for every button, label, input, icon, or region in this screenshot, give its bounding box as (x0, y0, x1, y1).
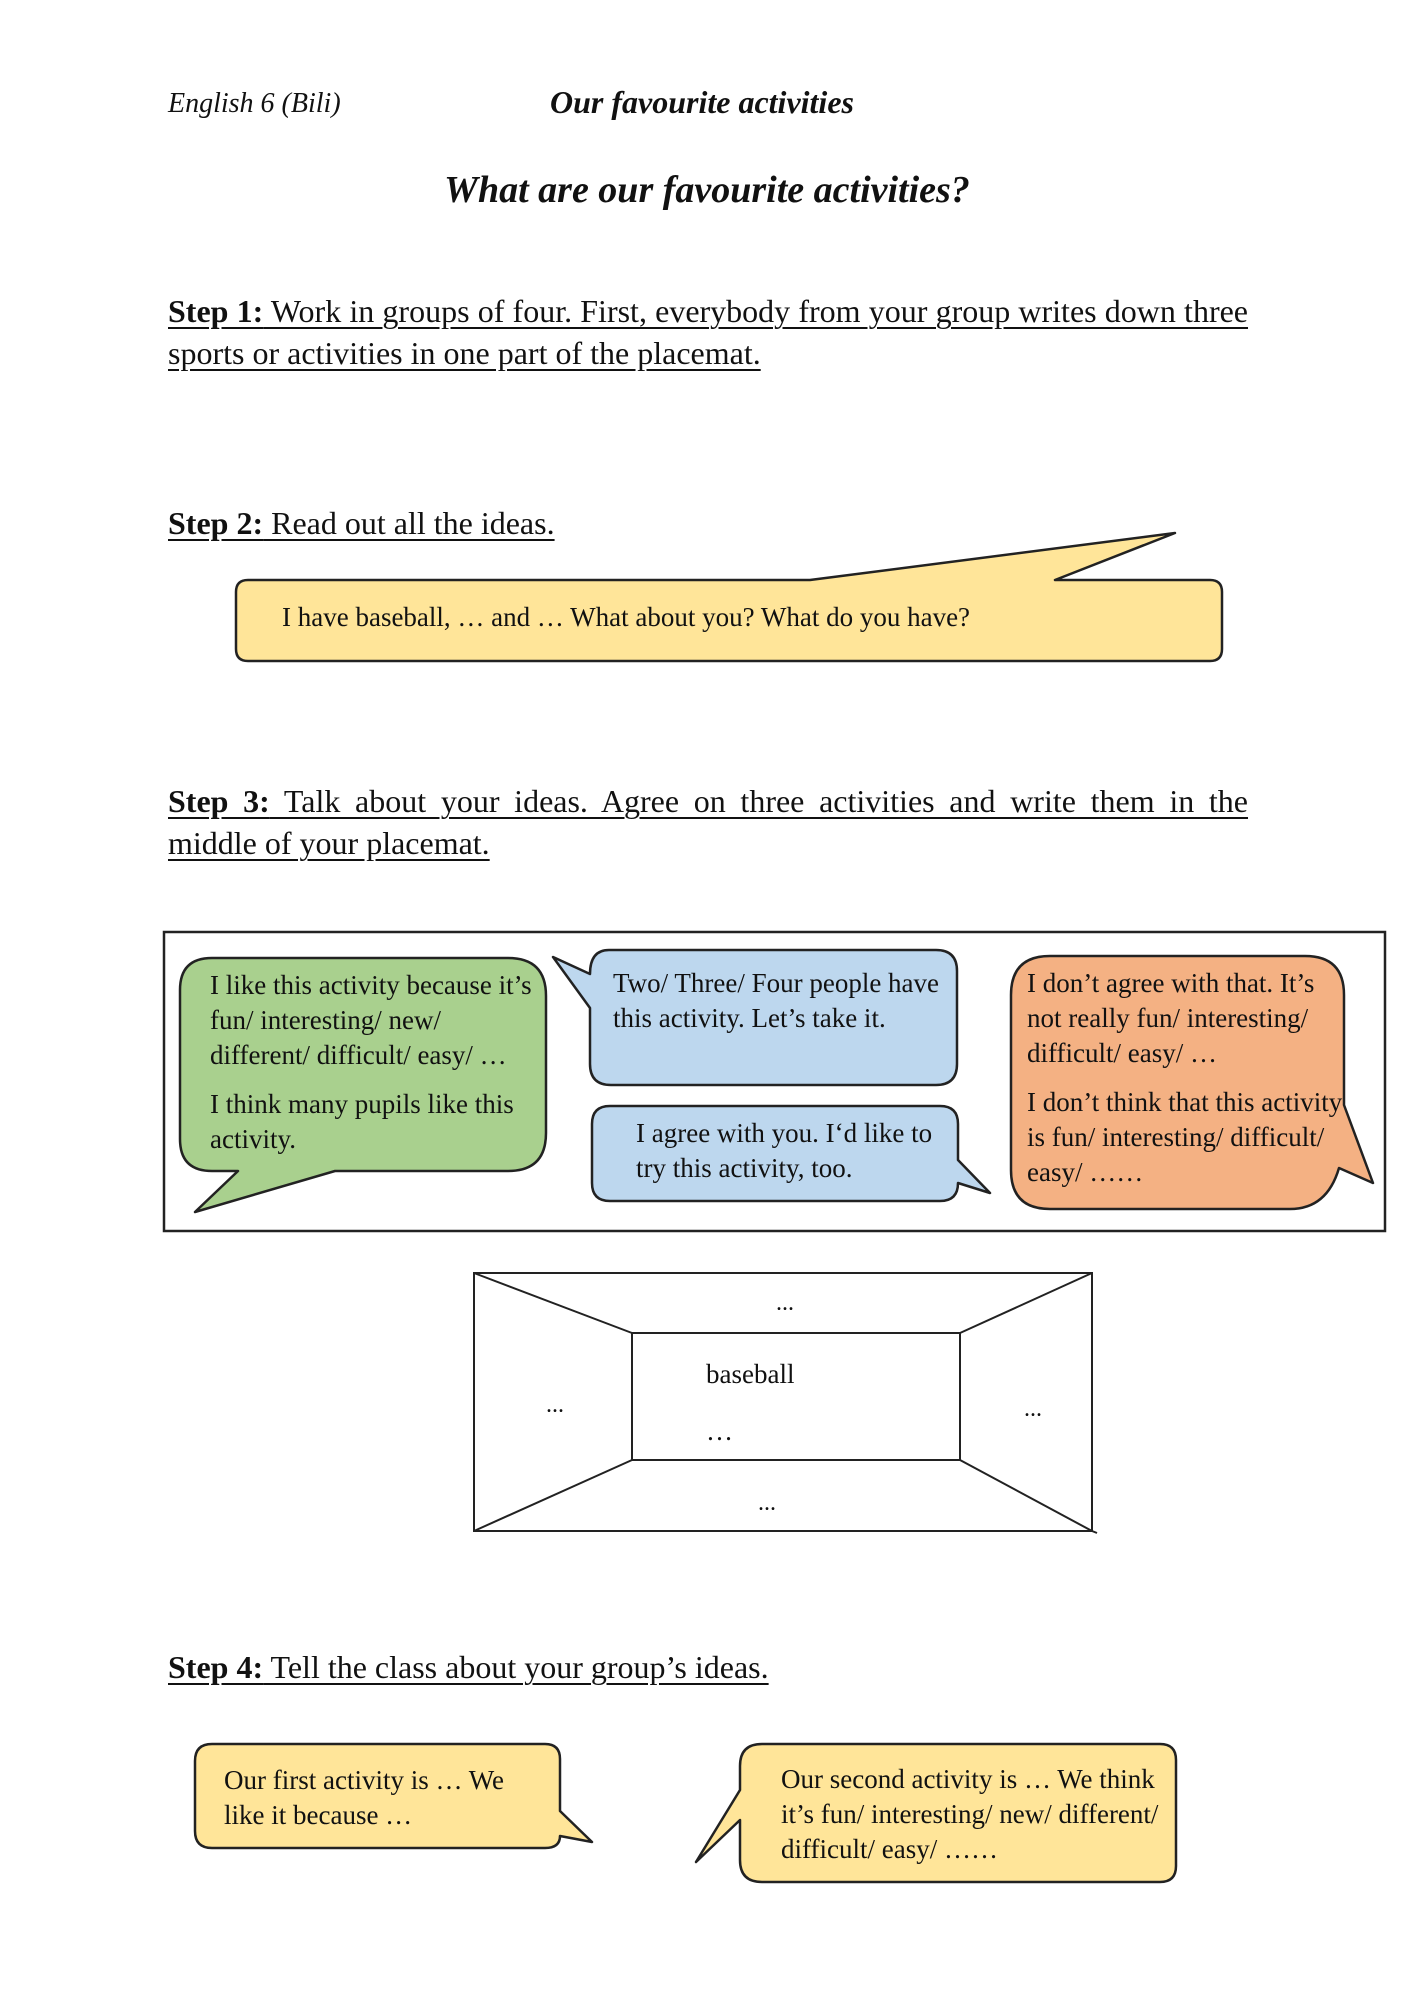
green-bubble-line-1: I like this activity because it’s fun/ interesting/ new/ different/ difficult/ easy/ … (210, 970, 532, 1070)
green-bubble-text (210, 968, 540, 1171)
placemat-bottom-field: ... (758, 1490, 776, 1516)
placemat-center-item-2: … (706, 1416, 733, 1446)
step-3-label: Step 3: (168, 783, 270, 819)
placemat-left-field: ... (546, 1392, 564, 1418)
orange-bubble-line-1: I don’t agree with that. It’s not really fun/ interesting/ difficult/ easy/ … (1027, 968, 1315, 1068)
step-1-text: Work in groups of four. First, everybody from your group writes down three sports or activities in one part of the placemat. (168, 293, 1249, 371)
step-4-label: Step 4: (168, 1649, 264, 1685)
orange-bubble-line-2: I don’t think that this activity is fun/ interesting/ difficult/ easy/ …… (1027, 1087, 1343, 1187)
green-bubble-line-2: I think many pupils like this activity. (210, 1089, 514, 1154)
step-1-label: Step 1: (168, 293, 264, 329)
main-question: What are our favourite activities? (444, 169, 970, 211)
placemat-center-item-1: baseball (706, 1359, 795, 1389)
step-4-text: Tell the class about your group’s ideas. (263, 1649, 769, 1685)
step-2-label: Step 2: (168, 505, 264, 541)
placemat-top-field: ... (776, 1290, 794, 1316)
step-3-text: Talk about your ideas. Agree on three activities and write them in the middle of your placemat. (168, 783, 1249, 861)
step2-bubble-text: I have baseball, … and … What about you? What do you have? (282, 602, 971, 632)
worksheet-title: Our favourite activities (550, 84, 854, 120)
course-label: English 6 (Bili) (168, 88, 341, 119)
step4-right-bubble-text: Our second activity is … We think it’s fun/ interesting/ new/ different/ difficult/ easy/ …… (781, 1764, 1159, 1864)
step2-speech-bubble (236, 533, 1222, 661)
step4-left-bubble-text: Our first activity is … We like it because … (224, 1765, 505, 1830)
orange-bubble-text (1027, 966, 1347, 1204)
placemat-right-field: ... (1024, 1396, 1042, 1422)
blue-bottom-bubble-text: I agree with you. I‘d like to try this activity, too. (636, 1118, 933, 1183)
step-2-text: Read out all the ideas. (263, 505, 555, 541)
blue-top-bubble-text: Two/ Three/ Four people have this activity. Let’s take it. (613, 968, 940, 1033)
